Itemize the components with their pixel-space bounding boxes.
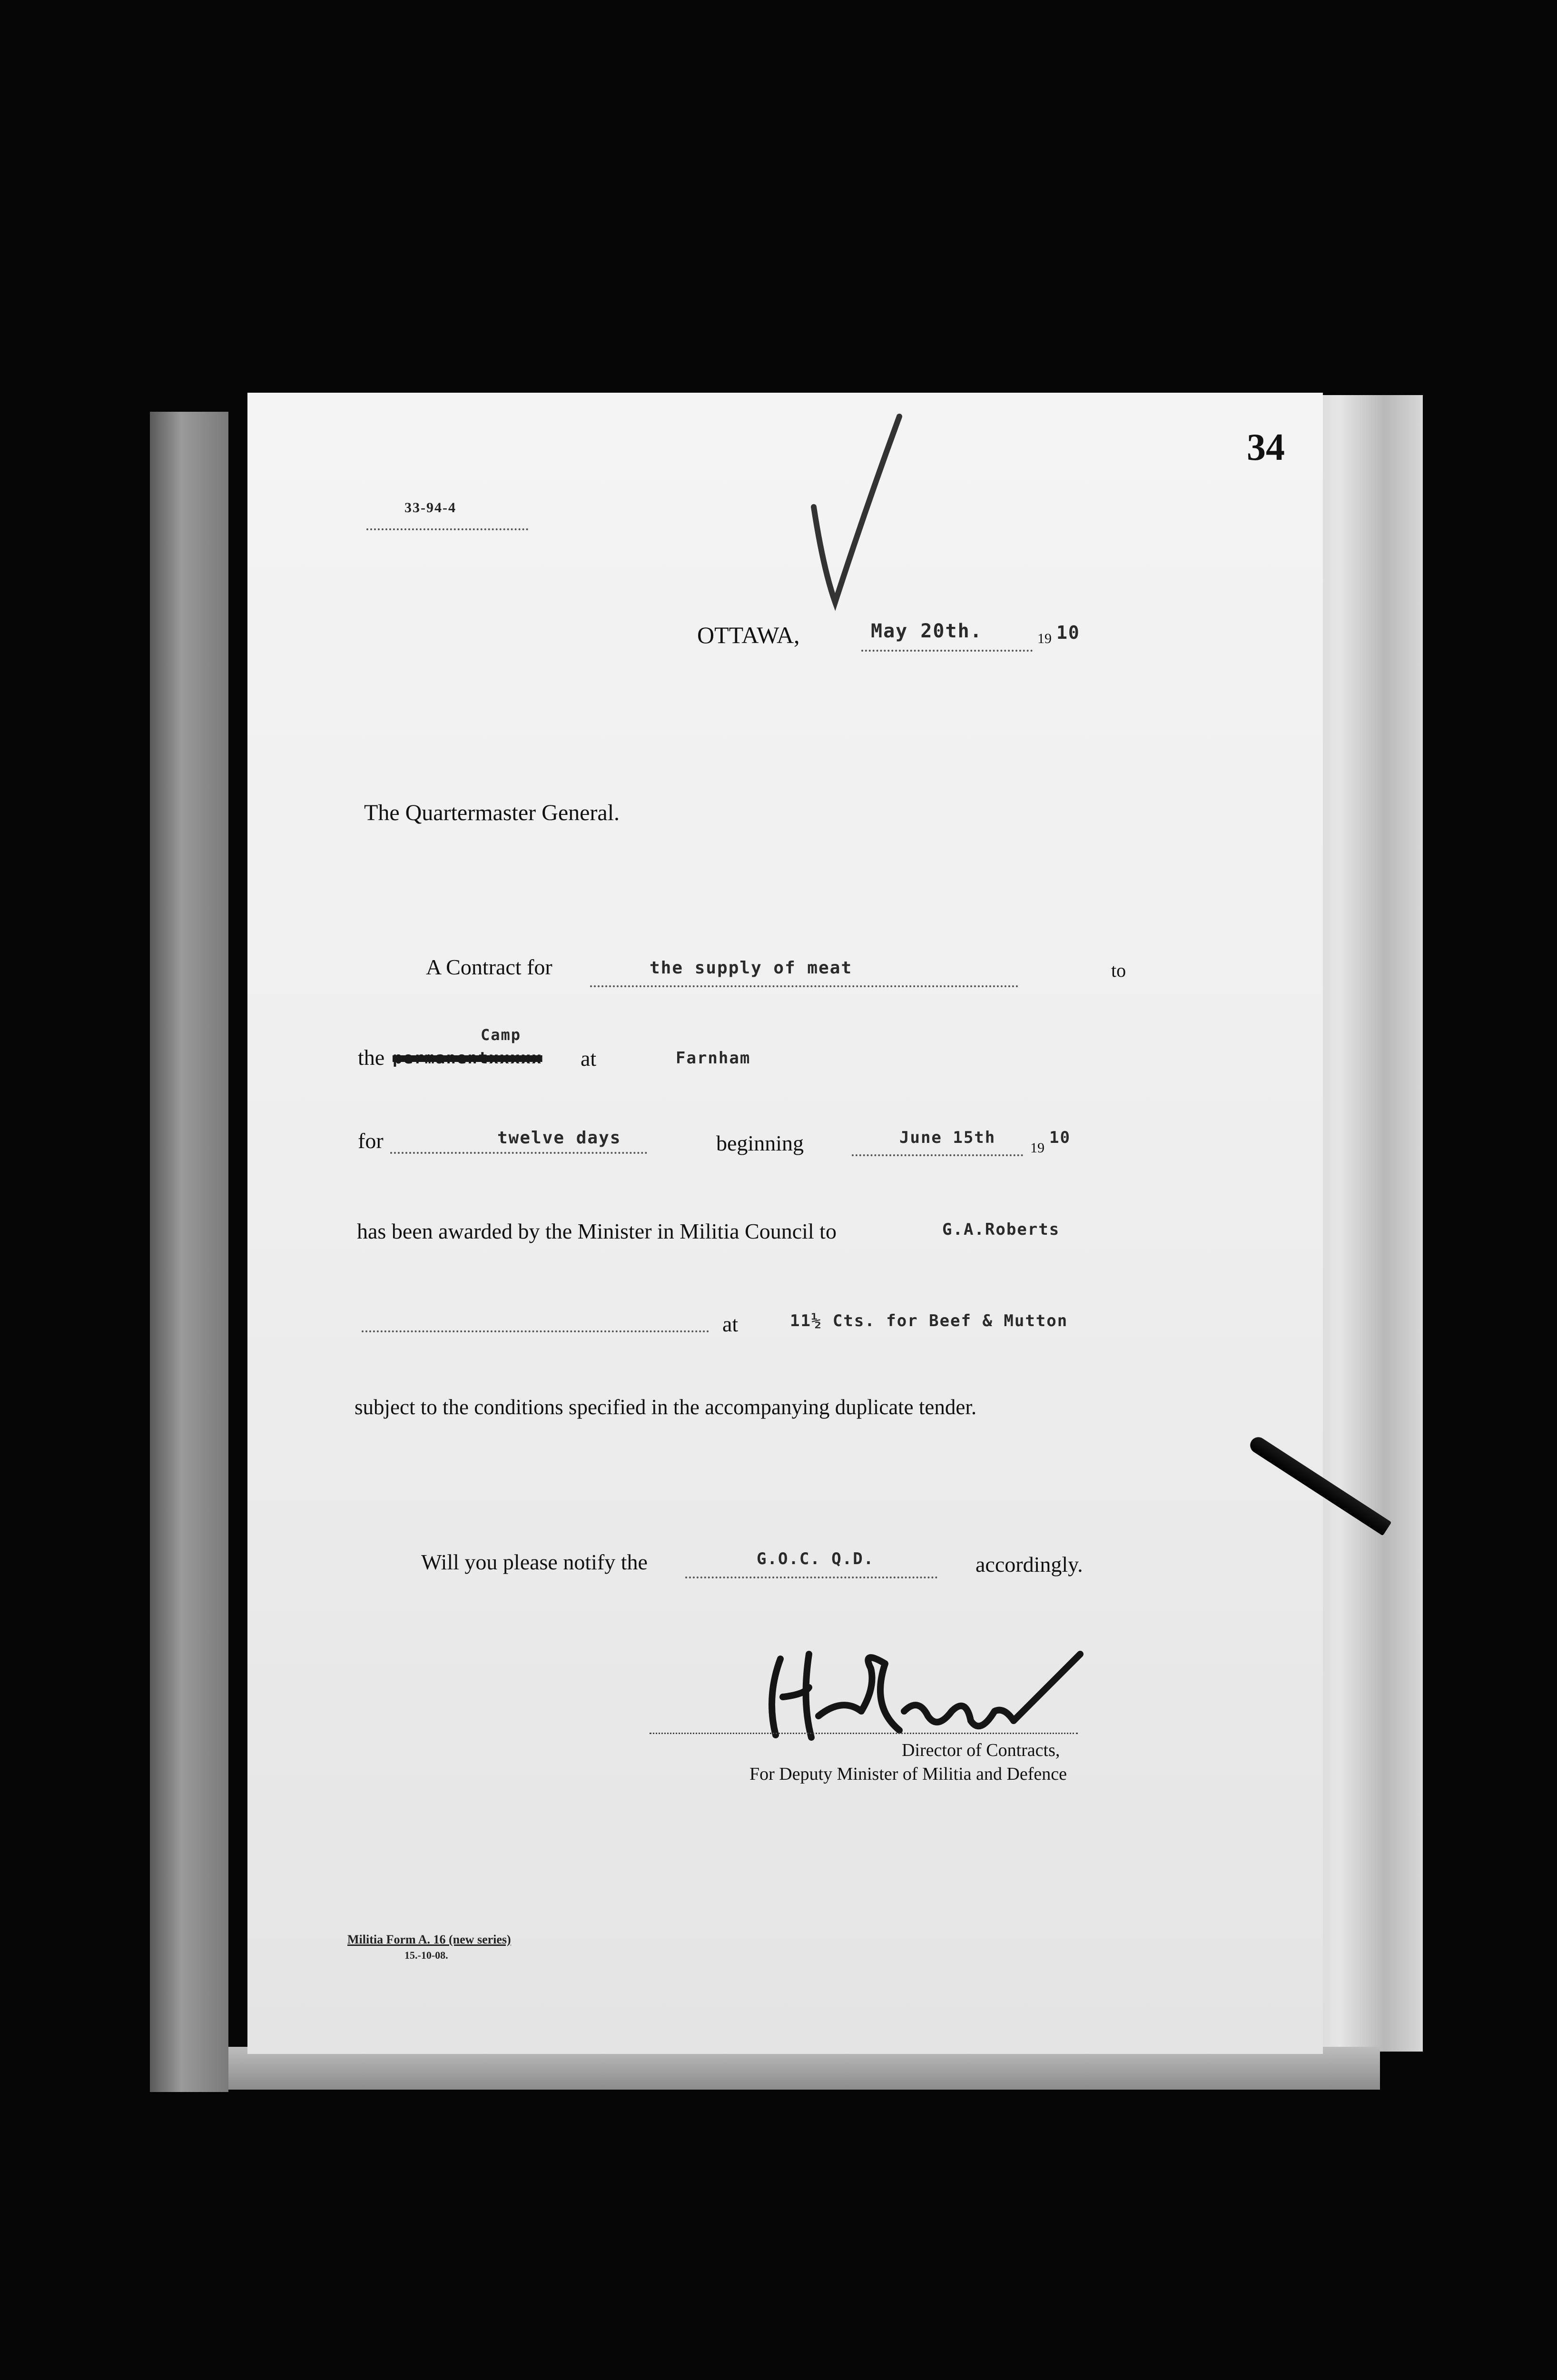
signatory-department: For Deputy Minister of Militia and Defence (749, 1764, 1067, 1784)
form-print-date: 15.-10-08. (404, 1949, 448, 1961)
start-year-suffix: 10 (1049, 1128, 1071, 1147)
inserted-word: Camp (481, 1026, 522, 1044)
addressee: The Quartermaster General. (364, 800, 620, 825)
contract-the: the (358, 1045, 385, 1070)
contract-for: for (358, 1129, 384, 1153)
page-number: 34 (1247, 426, 1285, 468)
year-suffix: 10 (1056, 622, 1080, 643)
notify-underline (685, 1577, 937, 1578)
signature-line (650, 1733, 1078, 1734)
contract-price: 11½ Cts. for Beef & Mutton (790, 1311, 1068, 1330)
form-identifier: Militia Form A. 16 (new series) (347, 1933, 511, 1946)
contract-item: the supply of meat (650, 958, 853, 978)
contractor-name: G.A.Roberts (942, 1220, 1060, 1239)
contract-lead: A Contract for (426, 955, 552, 979)
document-page (247, 393, 1323, 2054)
notify-tail: accordingly. (976, 1552, 1083, 1577)
notify-lead: Will you please notify the (421, 1550, 648, 1574)
place-label: OTTAWA, (697, 622, 800, 648)
duration-underline (390, 1152, 647, 1154)
contract-to: to (1111, 960, 1126, 981)
awarded-text: has been awarded by the Minister in Militia Council to (357, 1219, 837, 1243)
contract-duration: twelve days (497, 1128, 621, 1148)
contract-location: Farnham (676, 1049, 751, 1068)
handwritten-signature (747, 1640, 1090, 1754)
contract-item-underline (590, 985, 1018, 987)
film-edge-left (150, 412, 228, 2092)
contract-at: at (581, 1046, 597, 1071)
letter-date: May 20th. (871, 620, 983, 642)
contract-beginning: beginning (716, 1131, 804, 1155)
signatory-title: Director of Contracts, (902, 1740, 1060, 1760)
year-prefix: 19 (1037, 631, 1052, 646)
start-date-underline (852, 1154, 1023, 1156)
contract-start-date: June 15th (899, 1128, 996, 1147)
file-reference: 33-94-4 (404, 500, 456, 516)
start-year-prefix: 19 (1030, 1140, 1045, 1156)
conditions-text: subject to the conditions specified in the accompanying duplicate tender. (355, 1395, 977, 1419)
struck-word: permanentxxxxx (393, 1049, 542, 1068)
contract-at-price: at (722, 1312, 739, 1336)
price-line-underline (362, 1330, 709, 1332)
notify-party: G.O.C. Q.D. (757, 1549, 875, 1568)
file-reference-underline (366, 528, 528, 530)
check-mark-icon (795, 412, 937, 616)
date-underline (861, 650, 1033, 652)
